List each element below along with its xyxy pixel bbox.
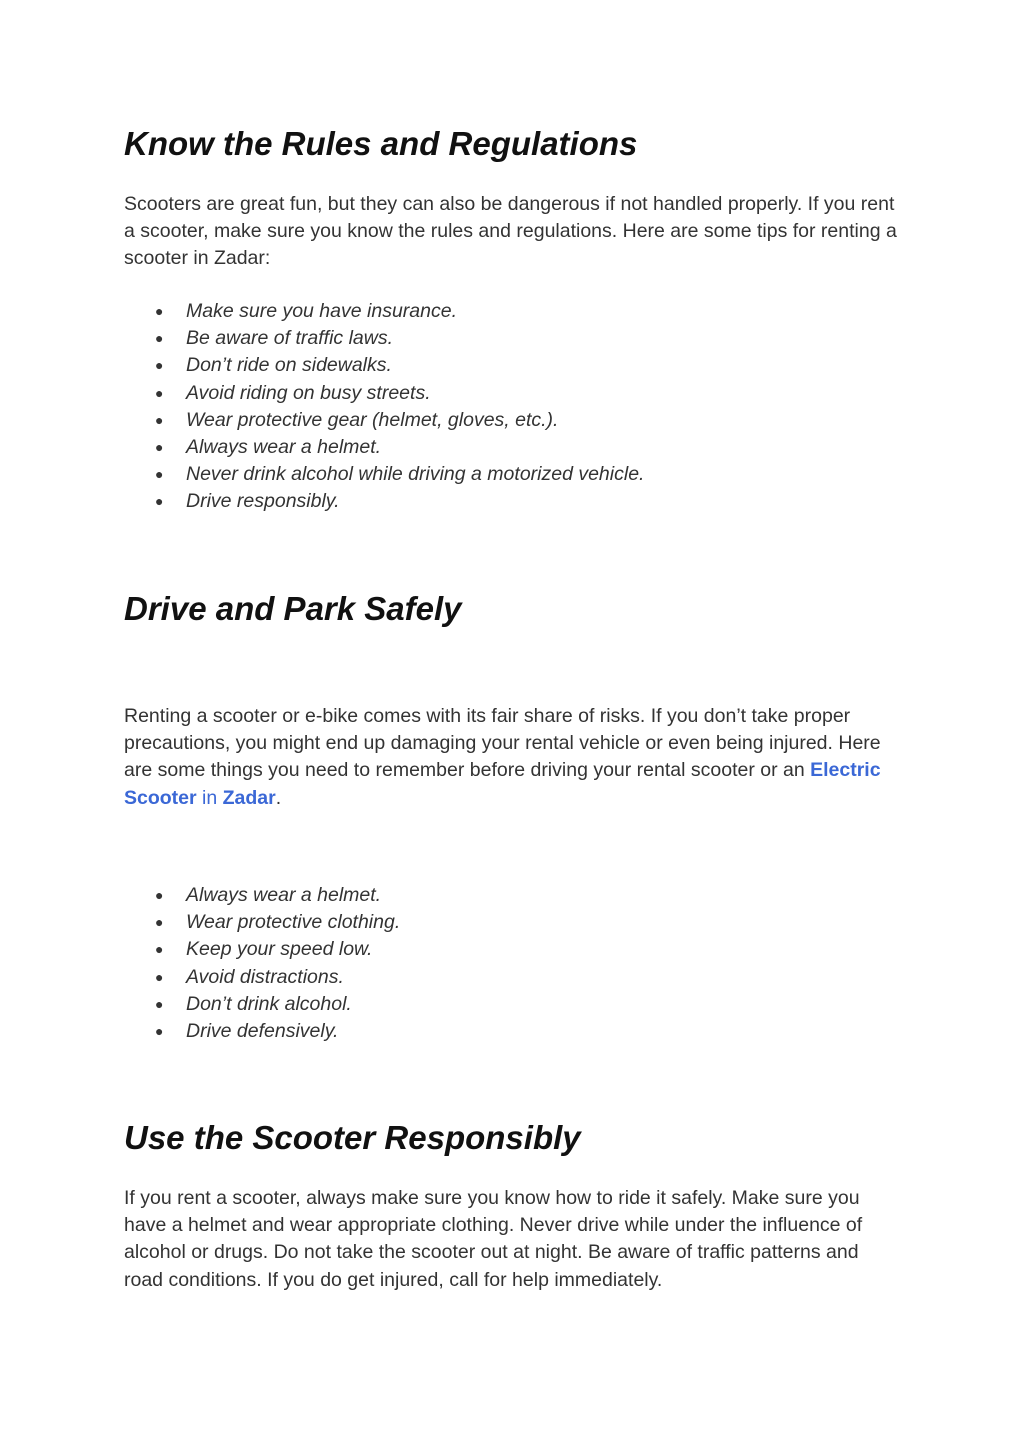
link-connector: in: [196, 786, 223, 809]
zadar-link[interactable]: Zadar: [222, 786, 276, 809]
list-item: ● Drive defensively.: [124, 1018, 400, 1045]
section-title-rules: Know the Rules and Regulations: [124, 125, 638, 162]
paragraph-end: .: [275, 786, 282, 809]
section-title-drive: Drive and Park Safely: [124, 590, 462, 627]
paragraph-text: Renting a scooter or e-bike comes with its fair share of risks. If you don’t take proper precautions, you might end up damaging your rental vehicle or even being injured. Here are some things you need to remember before driving your rental scooter or an: [124, 705, 881, 782]
list-item: ● Don’t drink alcohol.: [124, 991, 400, 1018]
section-title-responsibly: Use the Scooter Responsibly: [124, 1119, 581, 1156]
list-item: ● Avoid riding on busy streets.: [124, 380, 644, 407]
list-item: ● Avoid distractions.: [124, 964, 400, 991]
section-paragraph-drive: [124, 703, 900, 812]
list-item: ● Make sure you have insurance.: [124, 298, 644, 325]
section-paragraph-rules: Scooters are great fun, but they can also be dangerous if not handled properly. If you rent a scooter, make sure you know the rules and regulations. Here are some tips for renting a scooter in Zadar:: [124, 193, 897, 270]
list-item: ● Be aware of traffic laws.: [124, 325, 644, 352]
section-paragraph-responsibly: If you rent a scooter, always make sure you know how to ride it safely. Make sure you have a helmet and wear appropriate clothing. Never drive while under the influence of alcohol or drugs. Do not take the scooter out at night. Be aware of traffic patterns and road conditions. If you do get injured, call for help immediately.: [124, 1187, 863, 1291]
list-item: ● Always wear a helmet.: [124, 882, 400, 909]
list-item: ● Don’t ride on sidewalks.: [124, 352, 644, 379]
list-item: ● Keep your speed low.: [124, 936, 400, 963]
list-item: ● Wear protective clothing.: [124, 909, 400, 936]
drive-safety-list: [124, 882, 400, 1045]
rules-list: [124, 298, 644, 516]
list-item: ● Wear protective gear (helmet, gloves, etc.).: [124, 407, 644, 434]
list-item: ● Drive responsibly.: [124, 488, 644, 515]
list-item: ● Always wear a helmet.: [124, 434, 644, 461]
list-item: ● Never drink alcohol while driving a motorized vehicle.: [124, 461, 644, 488]
electric-scooter-link[interactable]: Electric Scooter: [124, 759, 881, 809]
